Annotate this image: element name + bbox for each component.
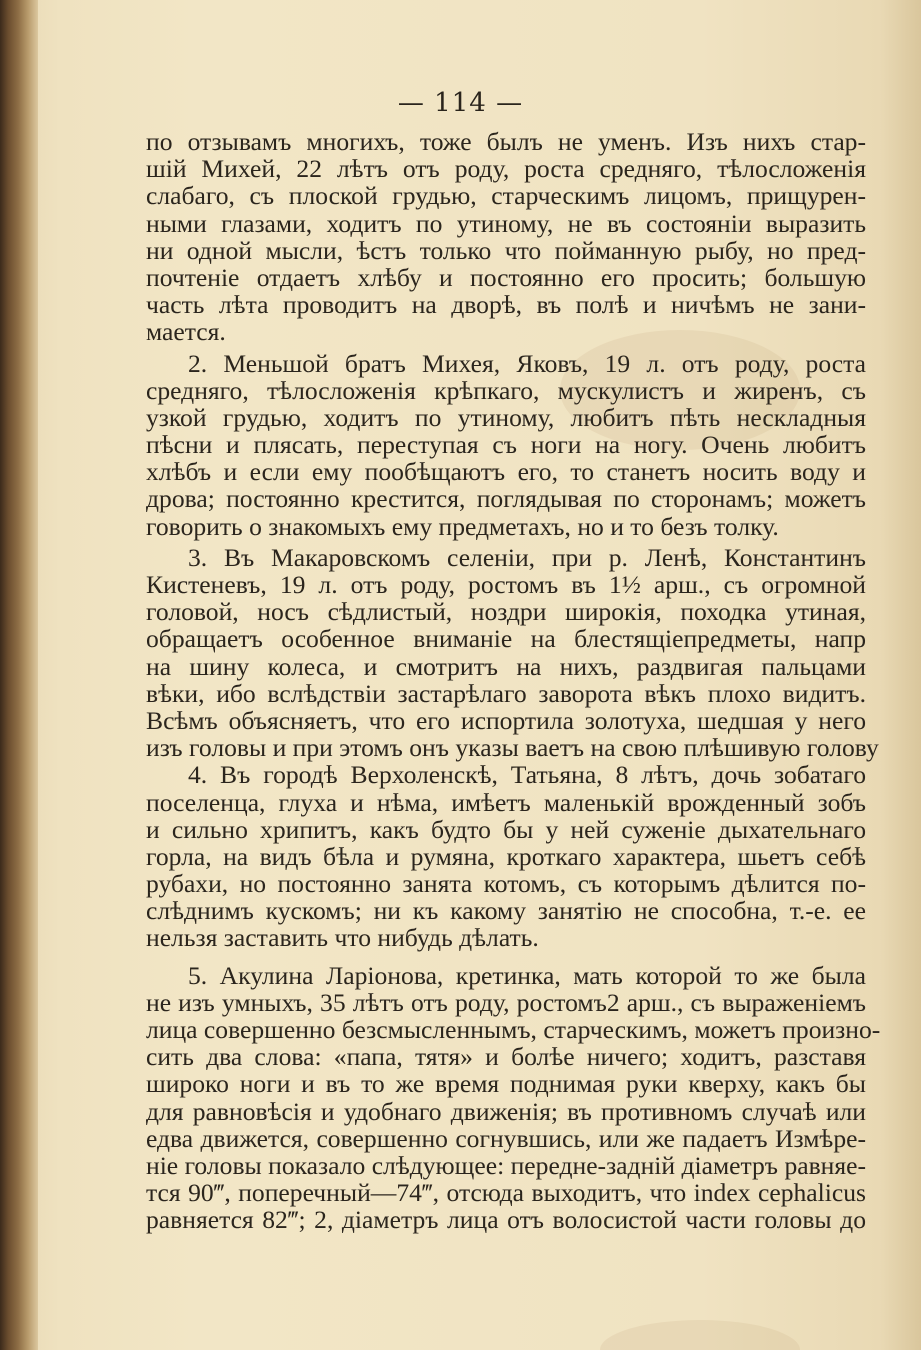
text-line: 5. Акулина Ларіонова, кретинка, мать которой то же была: [188, 960, 866, 990]
text-line: почтеніе отдаетъ хлѣбу и постоянно его просить; большую: [146, 262, 866, 292]
text-line: слѣднимъ кускомъ; ни къ какому занятію не способна, т.-е. ее: [146, 896, 866, 926]
paragraph-1: [146, 128, 866, 346]
text-line: 4. Въ городѣ Верхоленскѣ, Татьяна, 8 лѣтъ, дочь зобатаго: [188, 760, 866, 790]
paragraph-5: [146, 960, 881, 1235]
text-line: горла, на видъ бѣла и румяна, кроткаго характера, шьетъ себѣ: [146, 841, 866, 871]
text-line: тся 90‴, поперечный—74‴, отсюда выходитъ, что index cephalicus: [146, 1178, 866, 1208]
body-text: [146, 127, 881, 1235]
text-line: ніе головы показало слѣдующее: передне-задній діаметръ равняе-: [146, 1150, 867, 1180]
text-line: едва движется, совершенно согнувшись, или же падаетъ Измѣре-: [146, 1123, 866, 1153]
text-line: Всѣмъ объясняетъ, что его испортила золотуха, шедшая у него: [146, 705, 866, 735]
text-line: слабаго, съ плоской грудью, старческимъ лицомъ, прищурен-: [146, 181, 866, 211]
text-line: хлѣбъ и если ему пообѣщаютъ его, то станетъ носить воду и: [146, 457, 866, 487]
paragraph-3: [146, 542, 879, 763]
text-line: обращаетъ особенное вниманіе на блестящіепредметы, напр: [146, 624, 866, 654]
text-line: узкой грудью, ходитъ по утиному, любитъ пѣть нескладныя: [146, 402, 866, 432]
text-line: лица совершенно безсмысленнымъ, старческимъ, можетъ произно-: [146, 1015, 881, 1044]
text-line: ни одной мысли, ѣстъ только что пойманную рыбу, но пред-: [146, 235, 866, 265]
text-line: часть лѣта проводитъ на дворѣ, въ полѣ и ничѣмъ не зани-: [146, 290, 866, 320]
text-line: средняго, тѣлосложенія крѣпкаго, мускулистъ и жиренъ, съ: [146, 375, 866, 405]
text-line: Кистеневъ, 19 л. отъ роду, ростомъ въ 1½ арш., съ огромной: [146, 570, 866, 599]
text-line: широко ноги и въ то же время поднимая руки кверху, какъ бы: [146, 1069, 866, 1099]
text-line: ными глазами, ходитъ по утиному, не въ состояніи выразить: [146, 208, 866, 238]
text-line: вѣки, ибо вслѣдствіи застарѣлаго заворота вѣкъ плохо видитъ.: [146, 678, 866, 708]
text-line: для равновѣсія и удобнаго движенія; въ противномъ случаѣ или: [146, 1096, 866, 1126]
text-line: нельзя заставить что нибудь дѣлать.: [146, 923, 539, 953]
book-binding-edge: [0, 0, 38, 1350]
text-line: равняется 82‴; 2, діаметръ лица отъ волосистой части головы до: [146, 1205, 866, 1235]
text-line: говорить о знакомыхъ ему предметахъ, но и то безъ толку.: [146, 511, 779, 541]
text-line: поселенца, глуха и нѣма, имѣетъ маленькій врожденный зобъ: [146, 787, 866, 817]
text-line: 3. Въ Макаровскомъ селеніи, при р. Ленѣ, Константинъ: [188, 542, 866, 572]
text-line: по отзывамъ многихъ, тоже былъ не уменъ. Изъ нихъ стар-: [146, 127, 866, 156]
text-line: пѣсни и плясать, переступая съ ноги на ногу. Очень любитъ: [146, 430, 866, 460]
text-line: на шину колеса, и смотритъ на нихъ, раздвигая пальцами: [146, 651, 866, 681]
text-line: и сильно хрипитъ, какъ будто бы у ней суженіе дыхательнаго: [146, 814, 866, 844]
paragraph-4: [146, 761, 866, 951]
page-number: — 114 —: [397, 88, 524, 118]
text-line: мается.: [146, 317, 226, 347]
paragraph-2: [146, 350, 866, 540]
text-line: головой, носъ сѣдлистый, ноздри широкія, походка утиная,: [146, 597, 866, 627]
text-line: рубахи, но постоянно занята котомъ, съ которымъ дѣлится по-: [146, 869, 866, 899]
text-line: изъ головы и при этомъ онъ указы ваетъ на свою плѣшивую голову: [146, 733, 879, 763]
text-line: шій Михей, 22 лѣтъ отъ роду, роста средняго, тѣлосложенія: [146, 154, 866, 184]
text-line: не изъ умныхъ, 35 лѣтъ отъ роду, ростомъ2 арш., съ выраженіемъ: [146, 987, 866, 1017]
text-line: 2. Меньшой братъ Михея, Яковъ, 19 л. отъ роду, роста: [188, 348, 866, 378]
paper-stain: [600, 1320, 800, 1350]
text-line: дрова; постоянно крестится, поглядывая по сторонамъ; можетъ: [146, 484, 866, 514]
text-line: сить два слова: «папа, тятя» и болѣе ничего; ходитъ, разставя: [146, 1042, 866, 1072]
